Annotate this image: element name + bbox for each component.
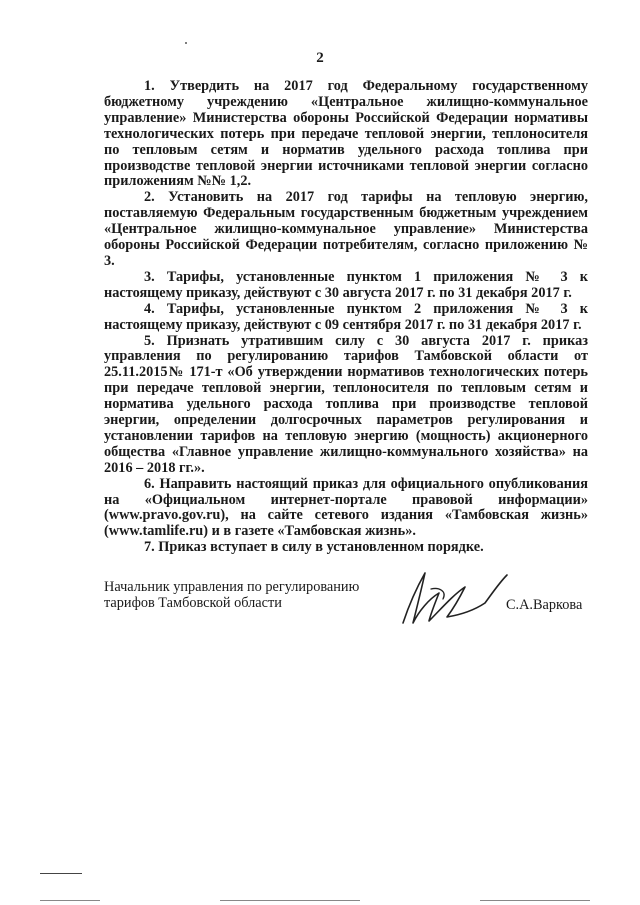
signatory-title-line-2: тарифов Тамбовской области [104, 595, 282, 611]
paragraph-4: 4. Тарифы, установленные пунктом 2 приложения № 3 к настоящему приказу, действуют с 09 сентября 2017 г. по 31 декабря 2017 г. [104, 300, 588, 333]
footer-rule-left [40, 873, 82, 874]
signatory-title-line-1: Начальник управления по регулированию [104, 579, 360, 595]
footer-rule-bottom-3 [480, 900, 590, 901]
handwritten-signature [395, 565, 515, 630]
paragraph-3: 3. Тарифы, установленные пунктом 1 приложения № 3 к настоящему приказу, действуют с 30 августа 2017 г. по 31 декабря 2017 г. [104, 268, 588, 301]
scan-speck [185, 42, 187, 44]
order-body [104, 79, 588, 556]
paragraph-1: 1. Утвердить на 2017 год Федеральному государственному бюджетному учреждению «Центральное жилищно-коммунальное управление» Министерства обороны Российской Федерации нормативы технологических потерь при передаче тепловой энергии, теплоносителя по тепловым сетям и норматив удельного расхода топлива при производстве тепловой энергии источниками тепловой энергии согласно приложениям №№ 1,2. [104, 78, 588, 190]
paragraph-7: 7. Приказ вступает в силу в установленном порядке. [144, 539, 484, 556]
paragraph-5: 5. Признать утратившим силу с 30 августа 2017 г. приказ управления по регулированию тарифов Тамбовской области от 25.11.2015№ 171-т «Об утверждении нормативов технологических потерь при передаче тепловой энергии, теплоносителя по тепловым сетям и норматива удельного расхода топлива при производстве тепловой энергии, определении долгосрочных параметров регулирования и установлении тарифов на тепловую энергию (мощность) акционерного общества «Главное управление жилищно-коммунального хозяйства» на 2016 – 2018 гг.». [104, 332, 588, 476]
footer-rule-bottom-1 [40, 900, 100, 901]
page-number: 2 [316, 50, 324, 66]
paragraph-2: 2. Установить на 2017 год тарифы на тепловую энергию, поставляемую Федеральным государственным бюджетным учреждением «Центральное жилищно-коммунальное управление» Министерства обороны Российской Федерации потребителям, согласно приложению № 3. [104, 189, 588, 269]
footer-rule-bottom-2 [220, 900, 360, 901]
signer-name: С.А.Варкова [506, 597, 583, 613]
signatory-title [104, 579, 359, 611]
paragraph-6: 6. Направить настоящий приказ для официального опубликования на «Официальном интернет-портале правовой информации» (www.pravo.gov.ru), на сайте сетевого издания «Тамбовская жизнь» (www.tamlife.ru) и в газете «Тамбовская жизнь». [104, 475, 588, 540]
